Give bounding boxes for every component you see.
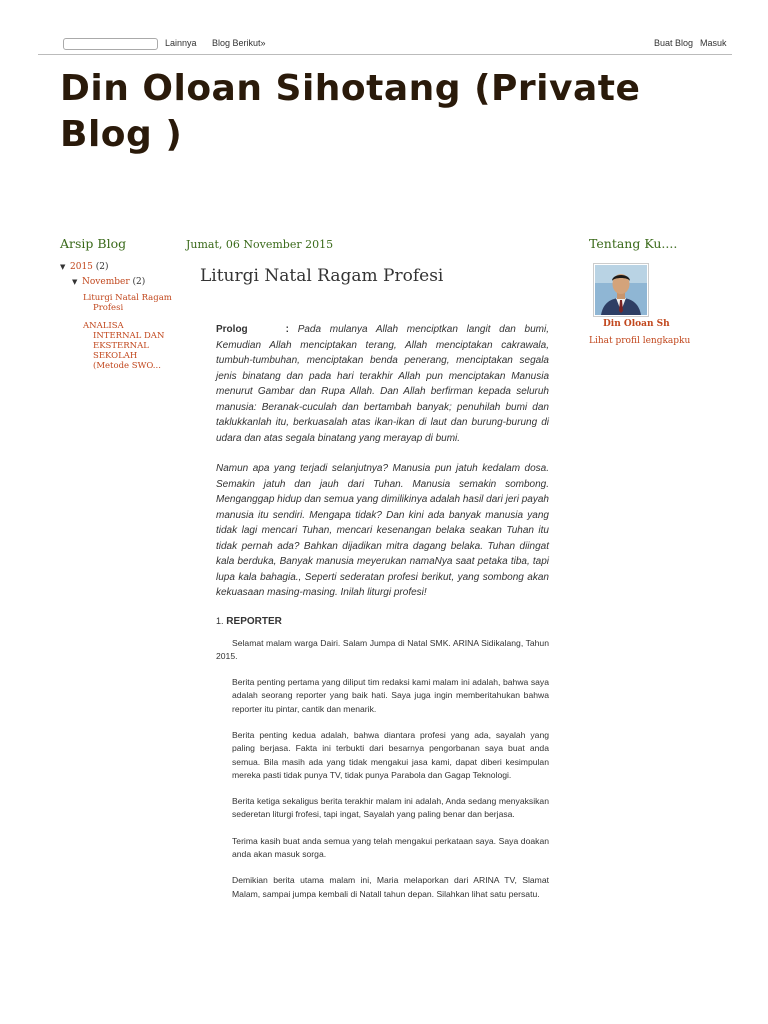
collapse-toggle-icon[interactable]: ▼ [72,278,78,286]
prolog-text: Pada mulanya Allah menciptkan langit dan bumi, Kemudian Allah menciptakan terang, Allah menciptakan cakrawala, tumbuh-tumbuhan, menciptakan benda penerang, menciptakan segala jenis binatang dan pada hari terakhir Allah pun menciptakan Manusia menurut Gambar dan Rupa Allah. Dan Allah berfirman kepada seluruh manusia: Beranak-cuculah dan bertambah banyak; penuhilah bumi dan taklukkanlah itu, berkuasalah atas ikan-ikan di laut dan burung-burung di udara dan atas segala binatang yang merayap di bumi. [216,324,549,444]
body-paragraph: Berita ketiga sekaligus berita terakhir malam ini adalah, Anda sedang menyaksikan sederetan liturgi frofesi, tapi ingat, Sayalah yang paling benar dan berjasa. [232,796,549,820]
blog-title[interactable]: Din Oloan Sihotang (Private Blog ) [60,68,641,155]
archive-sidebar [60,236,172,371]
collapse-toggle-icon[interactable]: ▼ [60,263,66,271]
search-input[interactable] [63,38,158,50]
prolog-label: Prolog [216,324,248,335]
profile-heading: Tentang Ku.... [589,236,678,251]
archive-heading: Arsip Blog [60,236,127,251]
more-link[interactable]: Lainnya [165,38,197,48]
next-blog-link[interactable]: Blog Berikut» [212,38,266,48]
full-profile-link[interactable]: Lihat profil lengkapku [589,336,691,346]
intro-paragraph: Namun apa yang terjadi selanjutnya? Manusia pun jatuh kedalam dosa. Semakin jatuh dan jauh dari Tuhan. Manusia semakin sombong. Menganggap hidup dan semua yang dimilikinya adalah hasil dari jeri payah manusia itu sendiri. Mengapa tidak? Dan kini ada banyak manusia yang tidak lagi mencari Tuhan, mencari kesenangan belaka seakan Tuhan itu tidak pernah ada? Bahkan dijadikan mitra dagang belaka. Tuhan diingat kala berduka, Banyak manusia meyerukan namaNya saat petaka tiba, tapi lupa kala bahagia., Seperti sederatan profesi berikut, yang sombong akan kekuasaan masing-masing. Inilah liturgi profesi! [216,463,549,598]
prolog-paragraph [216,322,549,446]
avatar[interactable] [593,263,649,317]
section-heading [216,616,549,627]
body-paragraph: Demikian berita utama malam ini, Maria melaporkan dari ARINA TV, Slamat Malam, sampai jumpa kembali di Natall tahun depan. Silahkan lihat satu persatu. [232,875,549,899]
archive-post-link[interactable]: Liturgi Natal Ragam Profesi [83,293,172,313]
create-blog-link[interactable]: Buat Blog [654,38,694,48]
archive-month-item [72,277,145,287]
post-date: Jumat, 06 November 2015 [186,238,334,251]
archive-year-count: (2) [95,262,109,272]
blogger-navbar [38,34,732,55]
section-title: REPORTER [226,615,282,627]
archive-month-link[interactable]: November [82,277,130,287]
prolog-colon: : [285,324,290,335]
archive-month-count: (2) [132,277,146,287]
body-paragraph: Terima kasih buat anda semua yang telah mengakui perkataan saya. Saya doakan anda akan masuk sorga. [232,835,549,860]
body-paragraph: Berita penting pertama yang diliput tim redaksi kami malam ini adalah, bahwa saya adalah seorang reporter yang baik hati. Saya juga ingin memberitahukan bahwa reporter itu pintar, cantik dan menarik. [232,677,549,714]
profile-name-link[interactable]: Din Oloan Sh [603,319,670,329]
sign-in-link[interactable]: Masuk [700,38,727,48]
profile-photo-icon [595,265,647,315]
post-body [216,322,549,901]
section-number: 1. [216,615,224,626]
archive-post-link[interactable]: ANALISA INTERNAL DAN EKSTERNAL SEKOLAH (Metode SWO... [83,321,165,371]
post-title[interactable]: Liturgi Natal Ragam Profesi [200,266,444,286]
body-paragraph: Berita penting kedua adalah, bahwa diantara profesi yang ada, sayalah yang paling berjasa. Fakta ini terbukti dari besarnya pengorbanan saya buat anda semua. Bila masih ada yang tidak mengakui jasa kami, dapat diberi kesimpulan mereka pasti tidak punya TV, tidak punya Parabola dan Gagap Teknologi. [232,729,549,780]
archive-year-link[interactable]: 2015 [70,262,93,272]
archive-year-item [60,262,109,272]
profile-sidebar [589,236,739,346]
greeting-paragraph: Selamat malam warga Dairi. Salam Jumpa di Natal SMK. ARINA Sidikalang, Tahun 2015. [216,637,549,661]
